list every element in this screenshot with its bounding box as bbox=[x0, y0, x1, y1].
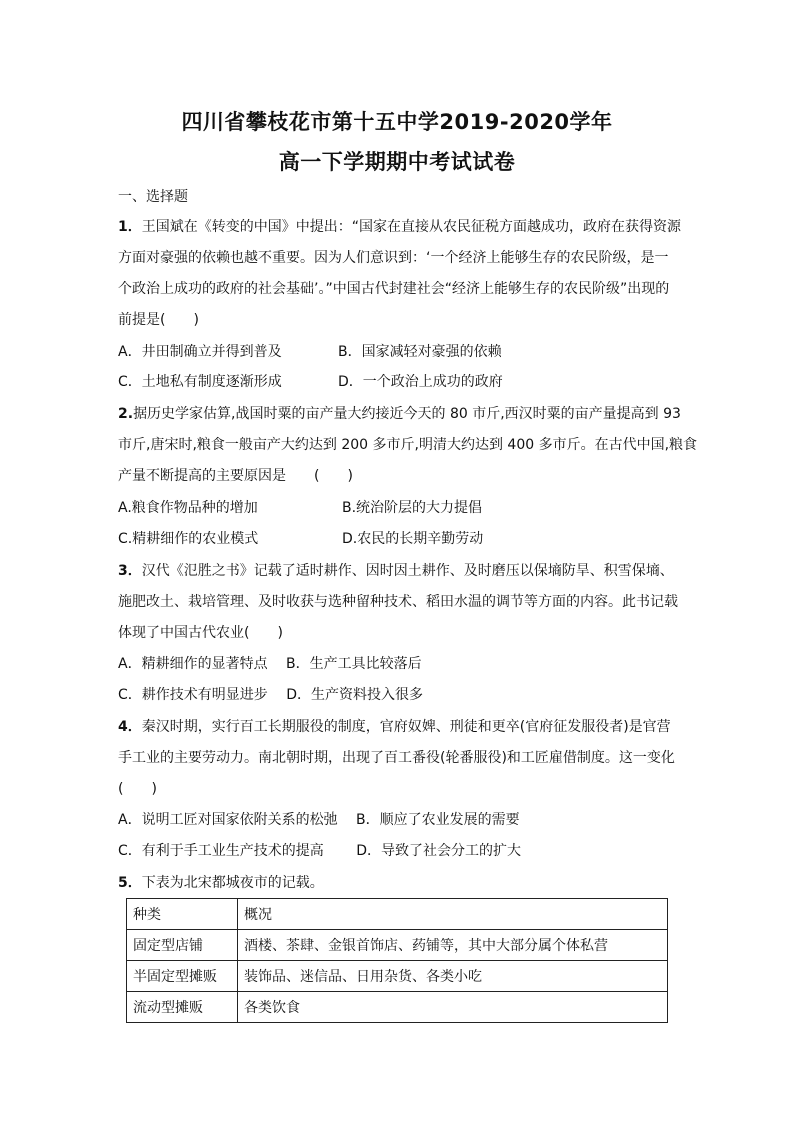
table-row bbox=[127, 961, 668, 992]
question-2-line-2: 市斤,唐宋时,粮食一般亩产大约达到 200 多市斤,明清大约达到 400 多市斤。在古代中国,粮食 bbox=[118, 437, 698, 453]
question-3-number: 3． bbox=[118, 563, 142, 579]
exam-title-line-2: 高一下学期期中考试试卷 bbox=[278, 150, 516, 174]
question-5-number: 5． bbox=[118, 875, 142, 891]
question-1-option-c: C．土地私有制度逐渐形成 bbox=[118, 374, 282, 390]
table-cell: 流动型摊贩 bbox=[127, 992, 238, 1023]
table-header-row bbox=[127, 899, 668, 930]
table-header-cell: 种类 bbox=[127, 899, 238, 930]
question-4-options-ab: A．说明工匠对国家依附关系的松弛 B．顺应了农业发展的需要 bbox=[118, 812, 520, 828]
night-market-table bbox=[126, 898, 668, 1023]
question-3-line-2: 施肥改土、栽培管理、及时收获与选种留种技术、稻田水温的调节等方面的内容。此书记载 bbox=[118, 594, 678, 610]
table-header-cell: 概况 bbox=[238, 899, 668, 930]
question-2-option-b: B.统治阶层的大力提倡 bbox=[342, 500, 483, 516]
question-3-text-1: 汉代《氾胜之书》记载了适时耕作、因时因土耕作、及时磨压以保墒防旱、积雪保墒、 bbox=[141, 563, 674, 579]
question-3-line-1 bbox=[118, 561, 674, 581]
question-2-text-1: 据历史学家估算,战国时粟的亩产量大约接近今天的 80 市斤,西汉时粟的亩产量提高到 93 bbox=[133, 406, 681, 422]
question-3-options-cd: C．耕作技术有明显进步 D．生产资料投入很多 bbox=[118, 687, 424, 703]
question-2-line-1 bbox=[118, 404, 681, 424]
question-2-option-a: A.粮食作物品种的增加 bbox=[118, 500, 258, 516]
question-5-line-1 bbox=[118, 873, 324, 893]
exam-title-line-1: 四川省攀枝花市第十五中学2019-2020学年 bbox=[181, 110, 613, 134]
table-row bbox=[127, 930, 668, 961]
question-1-number: 1． bbox=[118, 219, 142, 235]
question-1-option-a: A．井田制确立并得到普及 bbox=[118, 344, 282, 360]
question-4-line-3: ( ) bbox=[118, 781, 157, 797]
question-1-line-3: 个政治上成功的政府的社会基础’。”中国古代封建社会“经济上能够生存的农民阶级”出现的 bbox=[118, 281, 670, 297]
question-5-text-1: 下表为北宋都城夜市的记载。 bbox=[141, 875, 324, 891]
question-1-text-1: 王国斌在《转变的中国》中提出：“国家在直接从农民征税方面越成功，政府在获得资源 bbox=[141, 219, 682, 235]
question-1-option-d: D．一个政治上成功的政府 bbox=[338, 374, 503, 390]
table-cell: 各类饮食 bbox=[238, 992, 668, 1023]
section-label: 一、选择题 bbox=[118, 189, 188, 205]
question-2-option-c: C.精耕细作的农业模式 bbox=[118, 531, 259, 547]
table-cell: 固定型店铺 bbox=[127, 930, 238, 961]
question-2-option-d: D.农民的长期辛勤劳动 bbox=[342, 531, 484, 547]
question-4-line-2: 手工业的主要劳动力。南北朝时期，出现了百工番役(轮番服役)和工匠雇借制度。这一变化 bbox=[118, 750, 675, 766]
question-1-line-1 bbox=[118, 217, 681, 237]
question-4-number: 4． bbox=[118, 719, 142, 735]
question-2-number: 2. bbox=[118, 406, 134, 422]
question-3-options-ab: A．精耕细作的显著特点 B．生产工具比较落后 bbox=[118, 656, 422, 672]
question-2-line-3: 产量不断提高的主要原因是 ( ) bbox=[118, 468, 353, 484]
question-3-line-3: 体现了中国古代农业( ) bbox=[118, 625, 283, 641]
question-1-option-b: B．国家减轻对豪强的依赖 bbox=[338, 344, 502, 360]
question-4-line-1 bbox=[118, 717, 671, 737]
table-cell: 酒楼、茶肆、金银首饰店、药铺等，其中大部分属个体私营 bbox=[238, 930, 668, 961]
question-1-line-2: 方面对豪强的依赖也越不重要。因为人们意识到：‘一个经济上能够生存的农民阶级，是一 bbox=[118, 250, 669, 266]
question-4-text-1: 秦汉时期，实行百工长期服役的制度，官府奴婢、刑徒和更卒(官府征发服役者)是官营 bbox=[141, 719, 671, 735]
question-4-options-cd: C．有利于手工业生产技术的提高 D．导致了社会分工的扩大 bbox=[118, 843, 522, 859]
table-row bbox=[127, 992, 668, 1023]
table-cell: 半固定型摊贩 bbox=[127, 961, 238, 992]
table-cell: 装饰品、迷信品、日用杂货、各类小吃 bbox=[238, 961, 668, 992]
question-1-line-4: 前提是( ) bbox=[118, 312, 199, 328]
